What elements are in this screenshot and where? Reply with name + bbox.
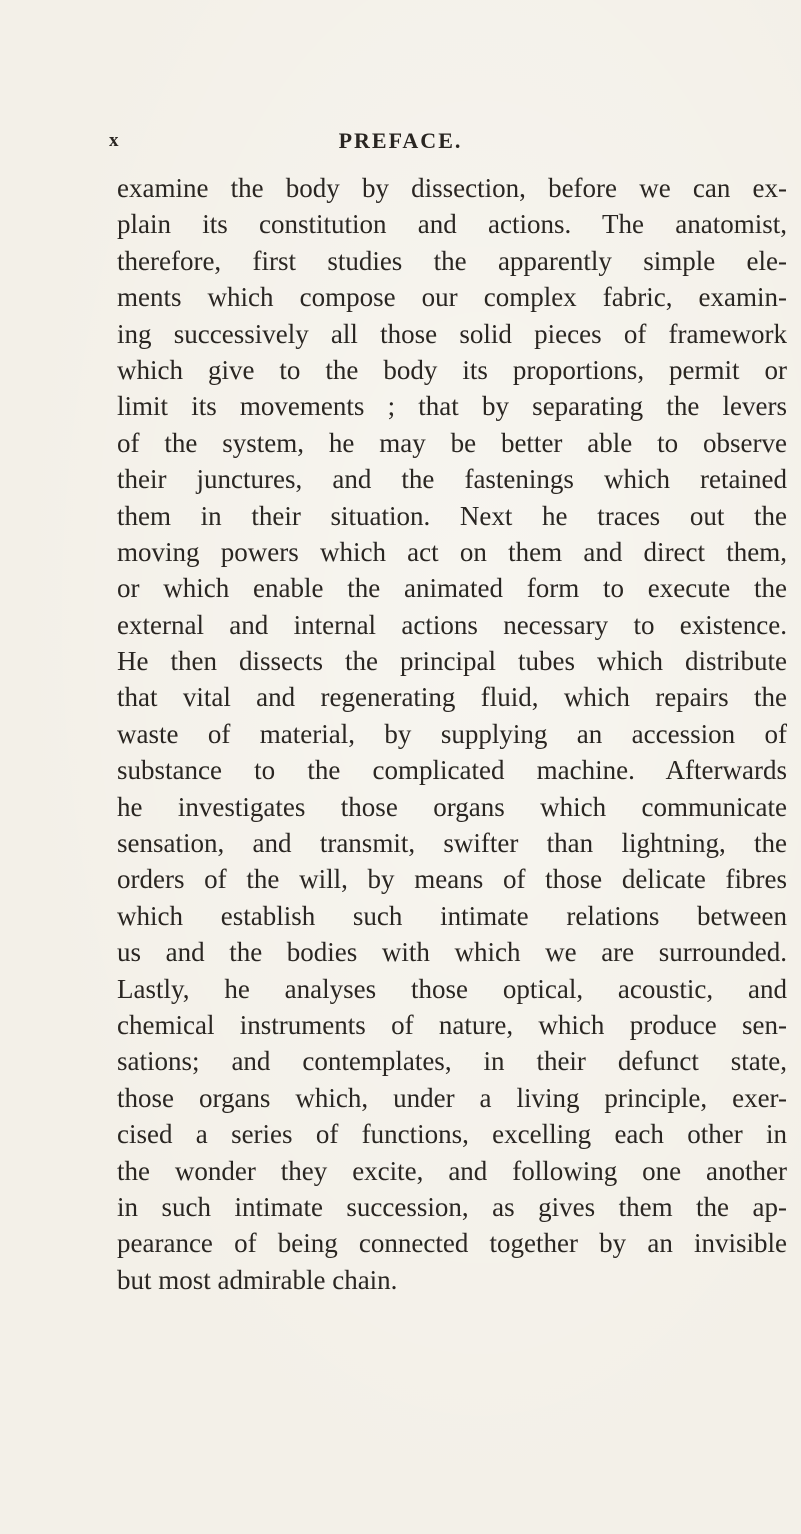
text-line: chemical instruments of nature, which produce sen-	[117, 1009, 787, 1040]
text-line: cised a series of functions, excelling each other in	[117, 1119, 787, 1150]
text-line: or which enable the animated form to execute the	[117, 573, 787, 604]
page-header	[0, 128, 801, 168]
text-line: examine the body by dissection, before we can ex-	[117, 173, 787, 203]
text-line: therefore, first studies the apparently simple ele-	[117, 245, 787, 276]
text-line: them in their situation. Next he traces out the	[117, 500, 787, 531]
running-head: PREFACE.	[338, 128, 463, 153]
page-number: x	[109, 130, 119, 151]
text-line: that vital and regenerating fluid, which repairs the	[117, 682, 787, 713]
text-line: their junctures, and the fastenings which retained	[117, 464, 787, 495]
text-line: He then dissects the principal tubes which distribute	[117, 646, 787, 677]
text-line: us and the bodies with which we are surrounded.	[117, 937, 787, 968]
text-line: he investigates those organs which communicate	[117, 791, 787, 822]
text-line: those organs which, under a living principle, exer-	[117, 1082, 787, 1113]
text-line: which establish such intimate relations between	[117, 900, 787, 931]
text-line: waste of material, by supplying an accession of	[117, 718, 787, 749]
text-line: external and internal actions necessary to existence.	[117, 609, 787, 640]
text-line: orders of the will, by means of those delicate fibres	[117, 864, 787, 895]
text-line: sations; and contemplates, in their defunct state,	[117, 1046, 787, 1077]
text-line: plain its constitution and actions. The anatomist,	[117, 209, 787, 240]
text-line: the wonder they excite, and following one another	[117, 1155, 787, 1186]
text-line: in such intimate succession, as gives them the ap-	[117, 1191, 787, 1222]
text-line: limit its movements ; that by separating the levers	[117, 391, 787, 422]
text-line: pearance of being connected together by an invisible	[117, 1228, 787, 1259]
text-line: ments which compose our complex fabric, examin-	[117, 282, 787, 313]
text-line: moving powers which act on them and direct them,	[117, 536, 787, 567]
text-line: sensation, and transmit, swifter than lightning, the	[117, 828, 787, 859]
text-line: Lastly, he analyses those optical, acoustic, and	[117, 973, 787, 1004]
body-paragraph	[117, 170, 801, 1298]
text-line: ing successively all those solid pieces of framework	[117, 318, 787, 349]
text-line: but most admirable chain.	[117, 1264, 398, 1295]
text-line: which give to the body its proportions, permit or	[117, 354, 787, 385]
text-line: of the system, he may be better able to observe	[117, 427, 787, 458]
text-line: substance to the complicated machine. Afterwards	[117, 755, 787, 786]
